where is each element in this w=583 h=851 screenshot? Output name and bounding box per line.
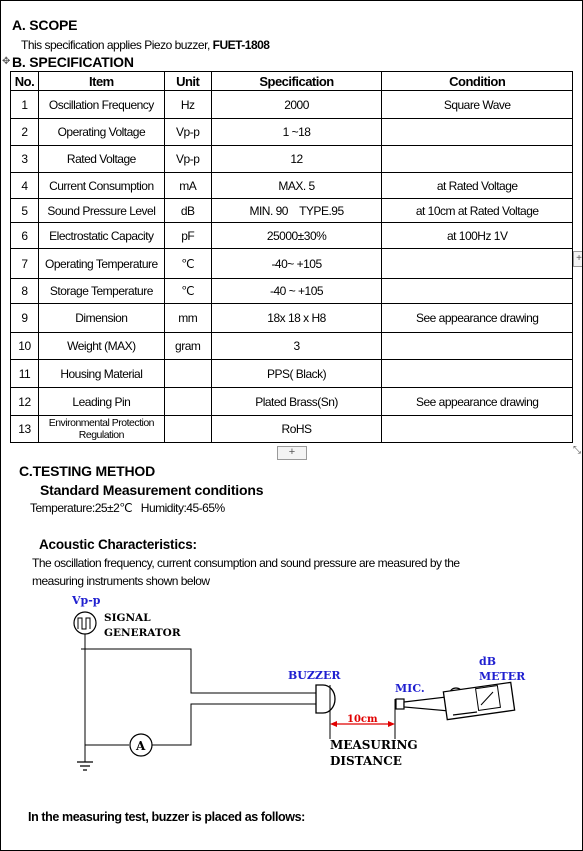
cell-no: 1 bbox=[11, 91, 39, 119]
cell-unit: Hz bbox=[164, 91, 211, 119]
testing-heading: C.TESTING METHOD bbox=[19, 463, 156, 479]
table-header-row bbox=[11, 72, 573, 91]
cell-item: Housing Material bbox=[38, 360, 164, 388]
cell-no: 6 bbox=[11, 223, 39, 249]
cell-unit: gram bbox=[164, 333, 211, 360]
cell-no: 8 bbox=[11, 279, 39, 304]
cell-no: 7 bbox=[11, 249, 39, 279]
table-move-handle[interactable]: ✥ bbox=[2, 56, 11, 67]
distance-label: DISTANCE bbox=[330, 754, 402, 768]
add-column-button[interactable]: + bbox=[573, 251, 583, 267]
cell-condition bbox=[382, 333, 573, 360]
spec-heading: B. SPECIFICATION bbox=[12, 54, 134, 70]
cell-no: 4 bbox=[11, 173, 39, 199]
cell-unit bbox=[164, 388, 211, 416]
cell-condition bbox=[382, 416, 573, 443]
lower-wire bbox=[152, 704, 316, 745]
table-row bbox=[11, 249, 573, 279]
cell-spec: 18x 18 x H8 bbox=[211, 304, 382, 333]
cell-no: 9 bbox=[11, 304, 39, 333]
cell-item: Environmental Protection Regulation bbox=[38, 416, 164, 443]
signal-label: SIGNAL bbox=[104, 612, 151, 624]
cell-no: 10 bbox=[11, 333, 39, 360]
table-row bbox=[11, 360, 573, 388]
table-row bbox=[11, 333, 573, 360]
table-row bbox=[11, 119, 573, 146]
mic-icon bbox=[396, 699, 404, 709]
cell-unit: mm bbox=[164, 304, 211, 333]
cell-item: Rated Voltage bbox=[38, 146, 164, 173]
cell-condition bbox=[382, 119, 573, 146]
vpp-label: Vp-p bbox=[72, 594, 101, 607]
cell-spec: RoHS bbox=[211, 416, 382, 443]
ground-icon bbox=[77, 762, 93, 770]
cell-spec: 3 bbox=[211, 333, 382, 360]
scope-text bbox=[21, 38, 269, 52]
generator-label: GENERATOR bbox=[104, 627, 181, 639]
cell-spec: 25000±30% bbox=[211, 223, 382, 249]
cell-condition bbox=[382, 360, 573, 388]
cell-spec: 2000 bbox=[211, 91, 382, 119]
table-row bbox=[11, 173, 573, 199]
cell-no: 13 bbox=[11, 416, 39, 443]
cell-spec: 1 ~18 bbox=[211, 119, 382, 146]
db-label: dB bbox=[479, 655, 496, 668]
cell-condition: Square Wave bbox=[382, 91, 573, 119]
cell-unit bbox=[164, 360, 211, 388]
table-row bbox=[11, 416, 573, 443]
conditions-text: Temperature:25±2℃ Humidity:45-65% bbox=[30, 501, 225, 515]
cell-item: Dimension bbox=[38, 304, 164, 333]
cell-condition: at Rated Voltage bbox=[382, 173, 573, 199]
col-header-unit: Unit bbox=[164, 72, 211, 91]
col-header-condition: Condition bbox=[382, 72, 573, 91]
cell-no: 12 bbox=[11, 388, 39, 416]
table-row bbox=[11, 304, 573, 333]
measuring-label: MEASURING bbox=[330, 738, 418, 752]
cell-spec: MAX. 5 bbox=[211, 173, 382, 199]
cell-condition bbox=[382, 249, 573, 279]
acoustic-text-line2: measuring instruments shown below bbox=[32, 574, 210, 588]
col-header-specification: Specification bbox=[211, 72, 382, 91]
cell-unit: ℃ bbox=[164, 279, 211, 304]
table-row bbox=[11, 91, 573, 119]
cell-spec: -40 ~ +105 bbox=[211, 279, 382, 304]
scope-heading: A. SCOPE bbox=[12, 17, 78, 33]
cell-unit: Vp-p bbox=[164, 119, 211, 146]
cell-no: 3 bbox=[11, 146, 39, 173]
cell-no: 5 bbox=[11, 199, 39, 223]
cell-spec: -40~ +105 bbox=[211, 249, 382, 279]
cell-item: Operating Voltage bbox=[38, 119, 164, 146]
table-row bbox=[11, 199, 573, 223]
footer-text: In the measuring test, buzzer is placed as follows: bbox=[28, 810, 305, 824]
table-row bbox=[11, 279, 573, 304]
cell-unit bbox=[164, 416, 211, 443]
cell-condition bbox=[382, 146, 573, 173]
table-resize-handle[interactable]: ⤡ bbox=[573, 445, 581, 456]
cell-unit: mA bbox=[164, 173, 211, 199]
standard-conditions-heading: Standard Measurement conditions bbox=[40, 482, 264, 498]
add-row-button[interactable]: + bbox=[277, 446, 307, 460]
specification-table bbox=[10, 71, 573, 443]
cell-item: Operating Temperature bbox=[38, 249, 164, 279]
cell-unit: Vp-p bbox=[164, 146, 211, 173]
table-row bbox=[11, 388, 573, 416]
table-row bbox=[11, 146, 573, 173]
cell-spec: PPS( Black) bbox=[211, 360, 382, 388]
acoustic-heading: Acoustic Characteristics: bbox=[39, 537, 197, 552]
cell-spec: MIN. 90 TYPE.95 bbox=[211, 199, 382, 223]
cell-item: Oscillation Frequency bbox=[38, 91, 164, 119]
cell-condition bbox=[382, 279, 573, 304]
cell-spec: Plated Brass(Sn) bbox=[211, 388, 382, 416]
table-row bbox=[11, 223, 573, 249]
cell-unit: dB bbox=[164, 199, 211, 223]
cell-unit: pF bbox=[164, 223, 211, 249]
square-wave-icon bbox=[78, 618, 90, 629]
cell-item: Weight (MAX) bbox=[38, 333, 164, 360]
ammeter-label: A bbox=[136, 739, 146, 753]
cell-condition: See appearance drawing bbox=[382, 304, 573, 333]
measuring-diagram bbox=[1, 589, 583, 789]
buzzer-label: BUZZER bbox=[288, 669, 341, 682]
cell-condition: See appearance drawing bbox=[382, 388, 573, 416]
cell-item: Current Consumption bbox=[38, 173, 164, 199]
cell-item: Sound Pressure Level bbox=[38, 199, 164, 223]
acoustic-text-line1: The oscillation frequency, current consumption and sound pressure are measured by the bbox=[32, 556, 460, 570]
scope-model: FUET-1808 bbox=[212, 38, 270, 52]
distance-markers bbox=[330, 685, 395, 739]
cell-item: Leading Pin bbox=[38, 388, 164, 416]
col-header-no: No. bbox=[11, 72, 39, 91]
cell-item: Storage Temperature bbox=[38, 279, 164, 304]
cell-condition: at 10cm at Rated Voltage bbox=[382, 199, 573, 223]
upper-wire bbox=[81, 649, 316, 693]
cell-unit: ℃ bbox=[164, 249, 211, 279]
buzzer-icon bbox=[316, 685, 335, 713]
cell-item: Electrostatic Capacity bbox=[38, 223, 164, 249]
col-header-item: Item bbox=[38, 72, 164, 91]
cell-spec: 12 bbox=[211, 146, 382, 173]
cell-no: 2 bbox=[11, 119, 39, 146]
mic-label: MIC. bbox=[395, 682, 425, 695]
mic-cable bbox=[404, 697, 449, 711]
meter-label: METER bbox=[479, 670, 526, 683]
cell-condition: at 100Hz 1V bbox=[382, 223, 573, 249]
cell-no: 11 bbox=[11, 360, 39, 388]
distance-value: 10cm bbox=[347, 714, 378, 725]
scope-sentence: This specification applies Piezo buzzer, bbox=[21, 38, 213, 52]
signal-generator-symbol bbox=[74, 612, 96, 634]
